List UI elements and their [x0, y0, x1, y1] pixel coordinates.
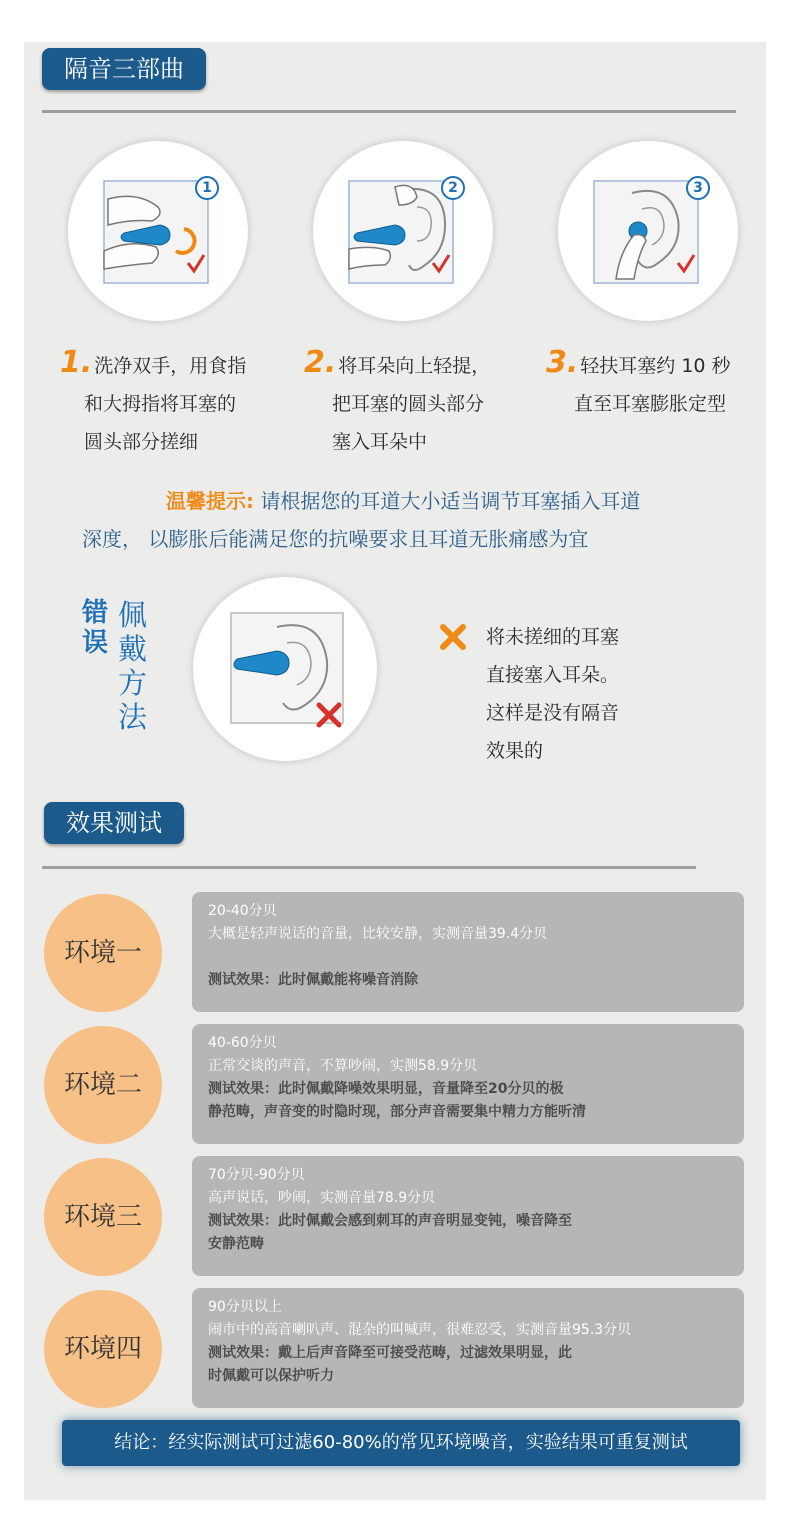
environment-1-desc: 大概是轻声说话的音量，比较安静，实测音量39.4分贝 — [208, 926, 548, 942]
step-3-number: 3. — [546, 345, 579, 380]
step-2-line-1: 将耳朵向上轻提， — [338, 355, 491, 377]
environment-2-result-1: 此时佩戴降噪效果明显，音量降至20分贝的极 — [278, 1081, 564, 1097]
section-title-steps: 隔音三部曲 — [42, 48, 206, 90]
environment-4-desc: 闹市中的高音喇叭声、混杂的叫喊声，很难忍受，实测音量95.3分贝 — [208, 1322, 632, 1338]
environment-row-1 — [42, 892, 746, 1014]
environment-3-result-2: 安静范畴 — [208, 1236, 264, 1252]
wrong-method-text — [486, 618, 619, 770]
step-3-text — [546, 344, 731, 423]
environment-2-result-2: 静范畴，声音变的时隐时现，部分声音需要集中精力方能听清 — [208, 1104, 586, 1120]
step-1-line-1: 洗净双手，用食指 — [94, 355, 247, 377]
wrong-label-normal: 佩戴方法 — [118, 598, 148, 734]
wrong-line-4: 效果的 — [486, 740, 544, 762]
conclusion-banner: 结论：经实际测试可过滤60-80%的常见环境噪音，实验结果可重复测试 — [62, 1420, 740, 1466]
environment-1-range: 20-40分贝 — [208, 903, 277, 919]
environment-3-badge: 环境三 — [44, 1158, 162, 1276]
step-2-number: 2. — [304, 345, 337, 380]
environment-2-range: 40-60分贝 — [208, 1035, 277, 1051]
environment-2-result-label: 测试效果： — [208, 1081, 278, 1097]
environment-1-card — [192, 892, 744, 1012]
wrong-line-3: 这样是没有隔音 — [486, 702, 620, 724]
wrong-method-illustration — [193, 577, 377, 761]
step-2-line-3: 塞入耳朵中 — [332, 431, 428, 453]
step-2-badge: 2 — [441, 176, 465, 200]
environment-2-desc: 正常交谈的声音，不算吵闹，实测58.9分贝 — [208, 1058, 478, 1074]
wrong-line-1: 将未搓细的耳塞 — [486, 626, 620, 648]
section-divider-2 — [42, 866, 696, 869]
environment-4-result-1: 戴上后声音降至可接受范畴，过滤效果明显，此 — [278, 1345, 572, 1361]
tip-label: 温馨提示: — [166, 489, 254, 513]
step-3-illustration — [558, 141, 738, 321]
environment-3-result-label: 测试效果： — [208, 1213, 278, 1229]
environment-1-result: 此时佩戴能将噪音消除 — [278, 972, 418, 988]
step-1-line-3: 圆头部分搓细 — [84, 431, 199, 453]
step-3-line-2: 直至耳塞膨胀定型 — [574, 393, 727, 415]
environment-row-2 — [42, 1024, 746, 1146]
step-1-badge: 1 — [195, 176, 219, 200]
step-2-line-2: 把耳塞的圆头部分 — [332, 393, 485, 415]
step-2-text — [304, 344, 490, 461]
step-2-illustration — [313, 141, 493, 321]
wrong-x-icon — [438, 622, 468, 656]
environment-1-badge: 环境一 — [44, 894, 162, 1012]
environment-4-badge: 环境四 — [44, 1290, 162, 1408]
section-divider — [42, 110, 736, 113]
environment-2-badge: 环境二 — [44, 1026, 162, 1144]
step-3-badge: 3 — [686, 176, 710, 200]
environment-3-card — [192, 1156, 744, 1276]
wrong-line-2: 直接塞入耳朵。 — [486, 664, 620, 686]
environment-row-4 — [42, 1288, 746, 1410]
environment-3-desc: 高声说话，吵闹，实测音量78.9分贝 — [208, 1190, 436, 1206]
environment-4-range: 90分贝以上 — [208, 1299, 282, 1315]
section-title-tests: 效果测试 — [44, 802, 184, 844]
environment-row-3 — [42, 1156, 746, 1278]
environment-1-result-label: 测试效果： — [208, 972, 278, 988]
step-3-line-1: 轻扶耳塞约 10 秒 — [580, 355, 731, 377]
step-1-number: 1. — [60, 345, 93, 380]
step-1-illustration — [68, 141, 248, 321]
tip-text-2: 深度， 以膨胀后能满足您的抗噪要求且耳道无胀痛感为宜 — [82, 527, 589, 551]
tip-paragraph — [82, 482, 742, 558]
environment-4-card — [192, 1288, 744, 1408]
environment-4-result-2: 时佩戴可以保护听力 — [208, 1368, 334, 1384]
tip-text: 请根据您的耳道大小适当调节耳塞插入耳道 — [254, 489, 641, 513]
wrong-label-bold: 错误 — [82, 598, 109, 658]
environment-3-range: 70分贝-90分贝 — [208, 1167, 305, 1183]
step-1-text — [60, 344, 246, 461]
step-1-line-2: 和大拇指将耳塞的 — [84, 393, 237, 415]
environment-3-result-1: 此时佩戴会感到刺耳的声音明显变钝，噪音降至 — [278, 1213, 572, 1229]
environment-2-card — [192, 1024, 744, 1144]
environment-4-result-label: 测试效果： — [208, 1345, 278, 1361]
